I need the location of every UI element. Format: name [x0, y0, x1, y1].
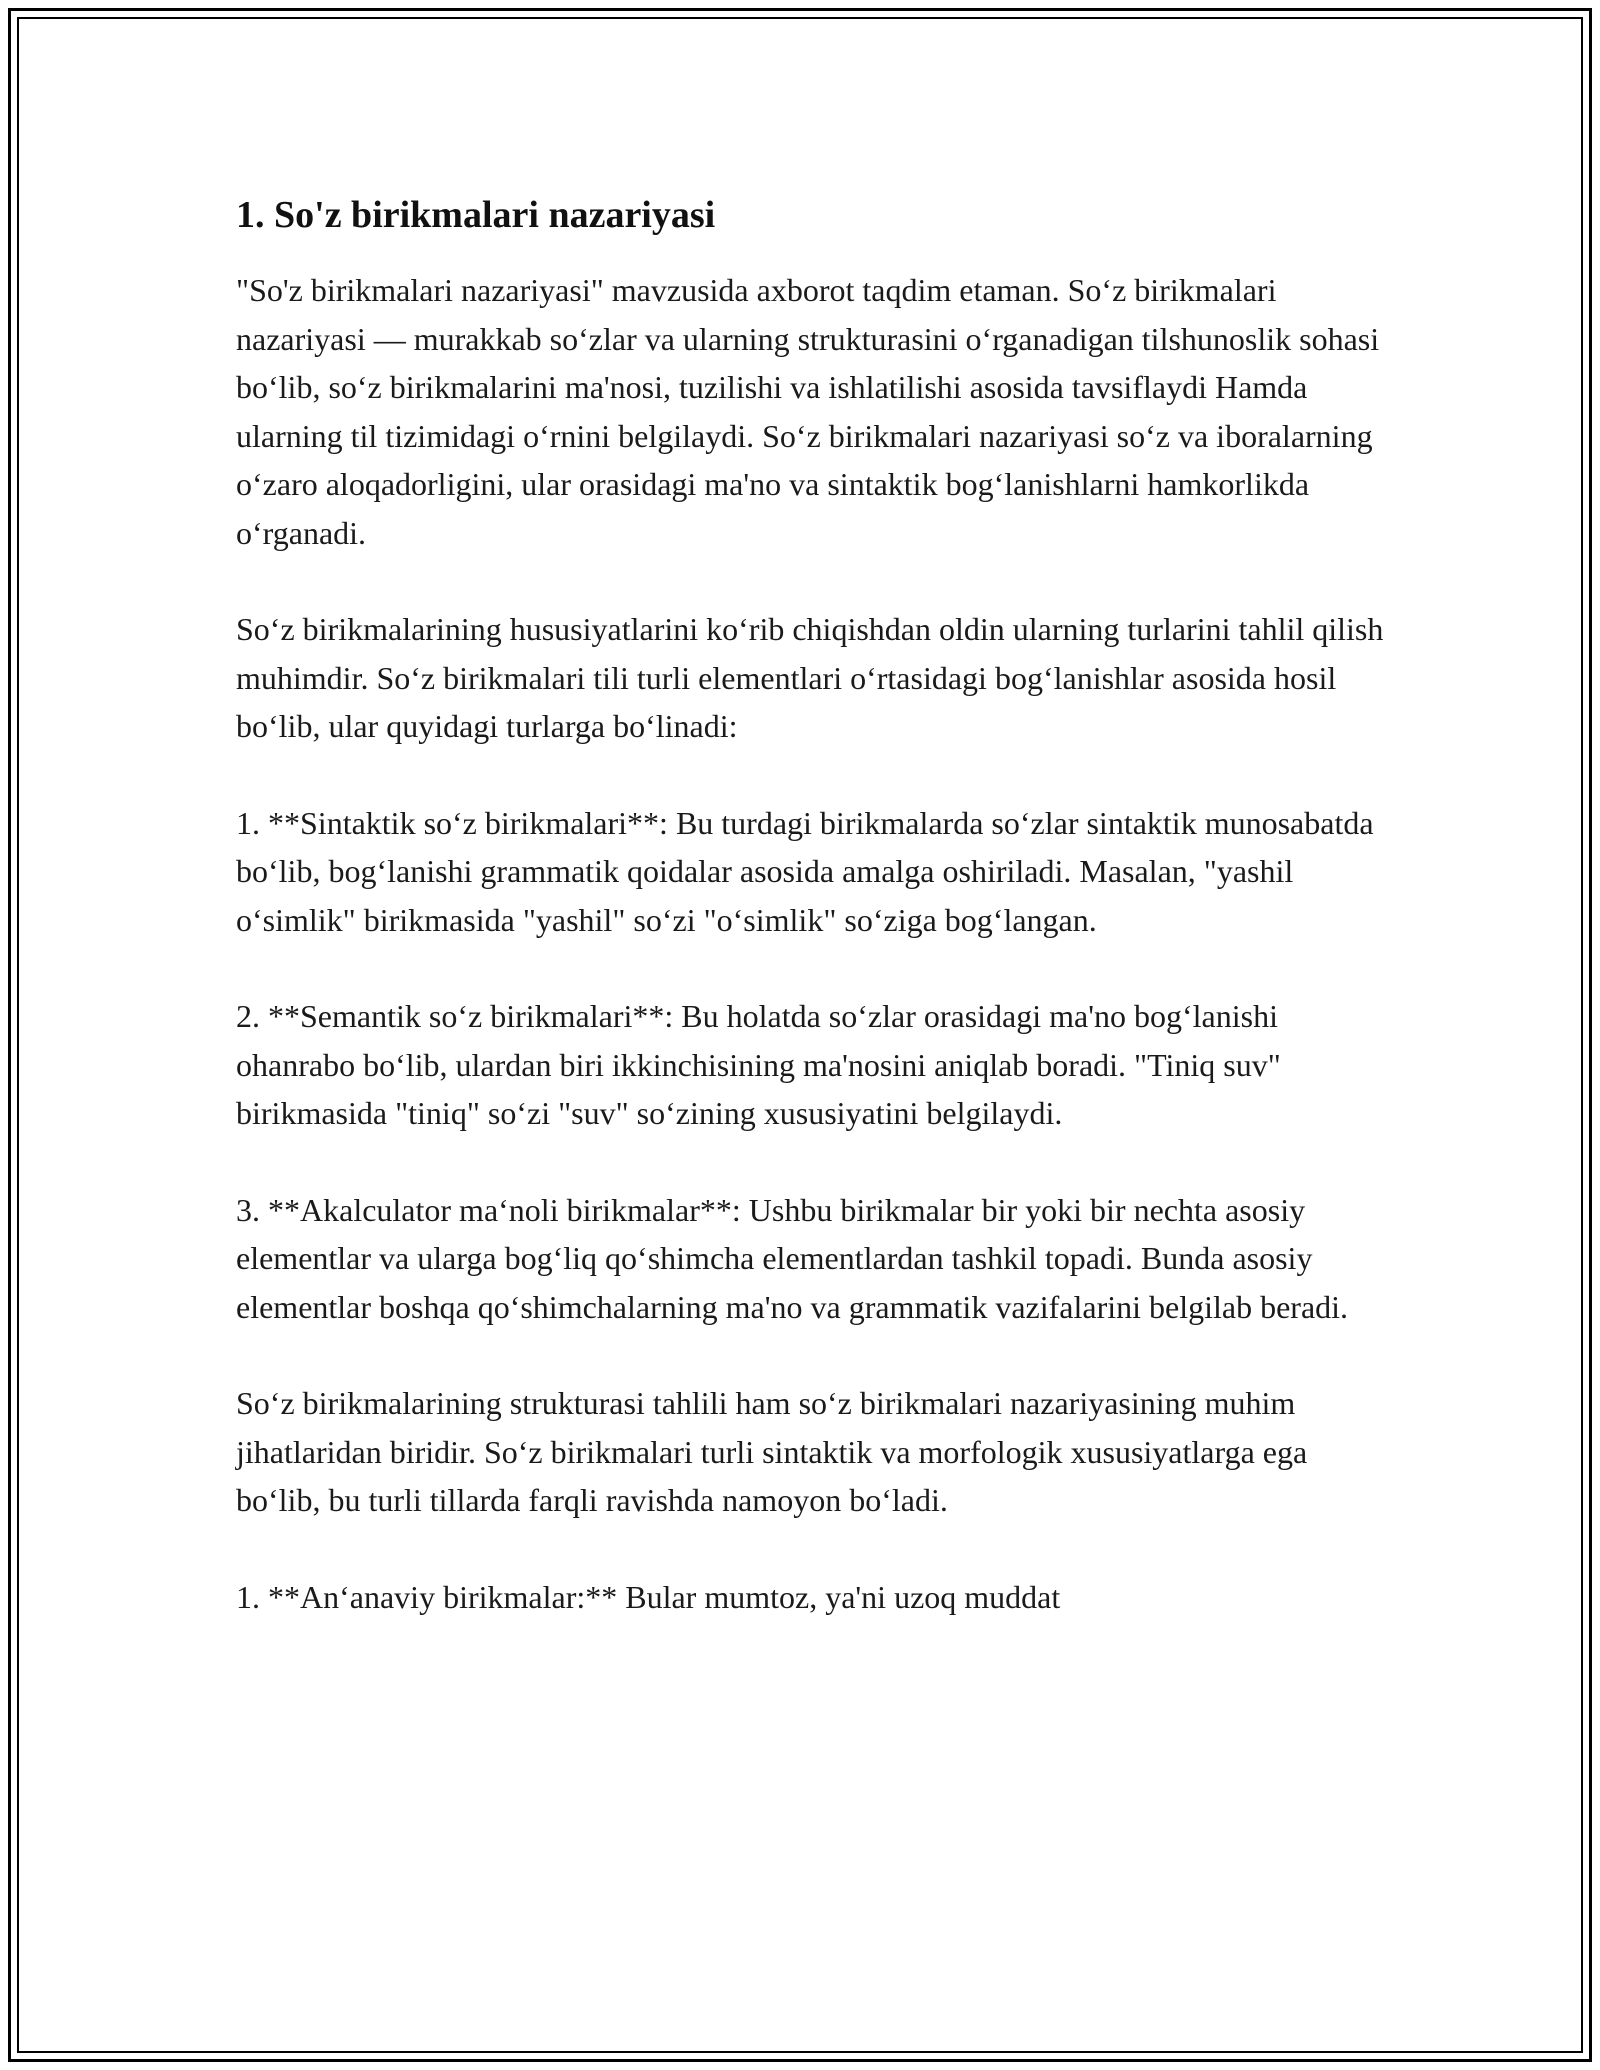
list-item-syntactic: 1. **Sintaktik so‘z birikmalari**: Bu turdagi birikmalarda so‘zlar sintaktik munosabatda bo‘lib, bog‘lanishi grammatik qoidalar asosida amalga oshiriladi. Masalan, "yashil o‘simlik" birikmasida "yashil" so‘zi "o‘simlik" so‘ziga bog‘langan.: [236, 804, 1374, 938]
paragraph-intro: "So'z birikmalari nazariyasi" mavzusida axborot taqdim etaman. So‘z birikmalari nazariyasi — murakkab so‘zlar va ularning strukturasini o‘rganadigan tilshunoslik sohasi bo‘lib, so‘z birikmalarini ma'nosi, tuzilishi va ishlatilishi asosida tavsiflaydi Hamda ularning til tizimidagi o‘rnini belgilaydi. So‘z birikmalari nazariyasi so‘z va iboralarning o‘zaro aloqadorligini, ular orasidagi ma'no va sintaktik bog‘lanishlarni hamkorlikda o‘rganadi.: [236, 272, 1380, 551]
paragraph-structure: So‘z birikmalarining strukturasi tahlili ham so‘z birikmalari nazariyasining muhim jihatlaridan biridir. So‘z birikmalari turli sintaktik va morfologik xususiyatlarga ega bo‘lib, bu turli tillarda farqli ravishda namoyon bo‘ladi.: [236, 1385, 1308, 1518]
list-item-traditional: 1. **An‘anaviy birikmalar:** Bular mumtoz, ya'ni uzoq muddat: [236, 1578, 1061, 1615]
paragraph-types: So‘z birikmalarining hususiyatlarini ko‘rib chiqishdan oldin ularning turlarini tahlil qilish muhimdir. So‘z birikmalari tili turli elementlari o‘rtasidagi bog‘lanishlar asosida hosil bo‘lib, ular quyidagi turlarga bo‘linadi:: [236, 611, 1384, 744]
document-body: [236, 190, 1386, 1621]
list-item-semantic: 2. **Semantik so‘z birikmalari**: Bu holatda so‘zlar orasidagi ma'no bog‘lanishi ohanrabo bo‘lib, ulardan biri ikkinchisining ma'nosini aniqlab boradi. "Tiniq suv" birikmasida "tiniq" so‘zi "suv" so‘zining xususiyatini belgilaydi.: [236, 998, 1281, 1131]
document-title: 1. So'z birikmalari nazariyasi: [236, 194, 716, 236]
list-item-akalculator: 3. **Akalculator ma‘noli birikmalar**: Ushbu birikmalar bir yoki bir nechta asosiy elementlar va ularga bog‘liq qo‘shimcha elementlardan tashkil topadi. Bunda asosiy elementlar boshqa qo‘shimchalarning ma'no va grammatik vazifalarini belgilab beradi.: [236, 1191, 1349, 1325]
